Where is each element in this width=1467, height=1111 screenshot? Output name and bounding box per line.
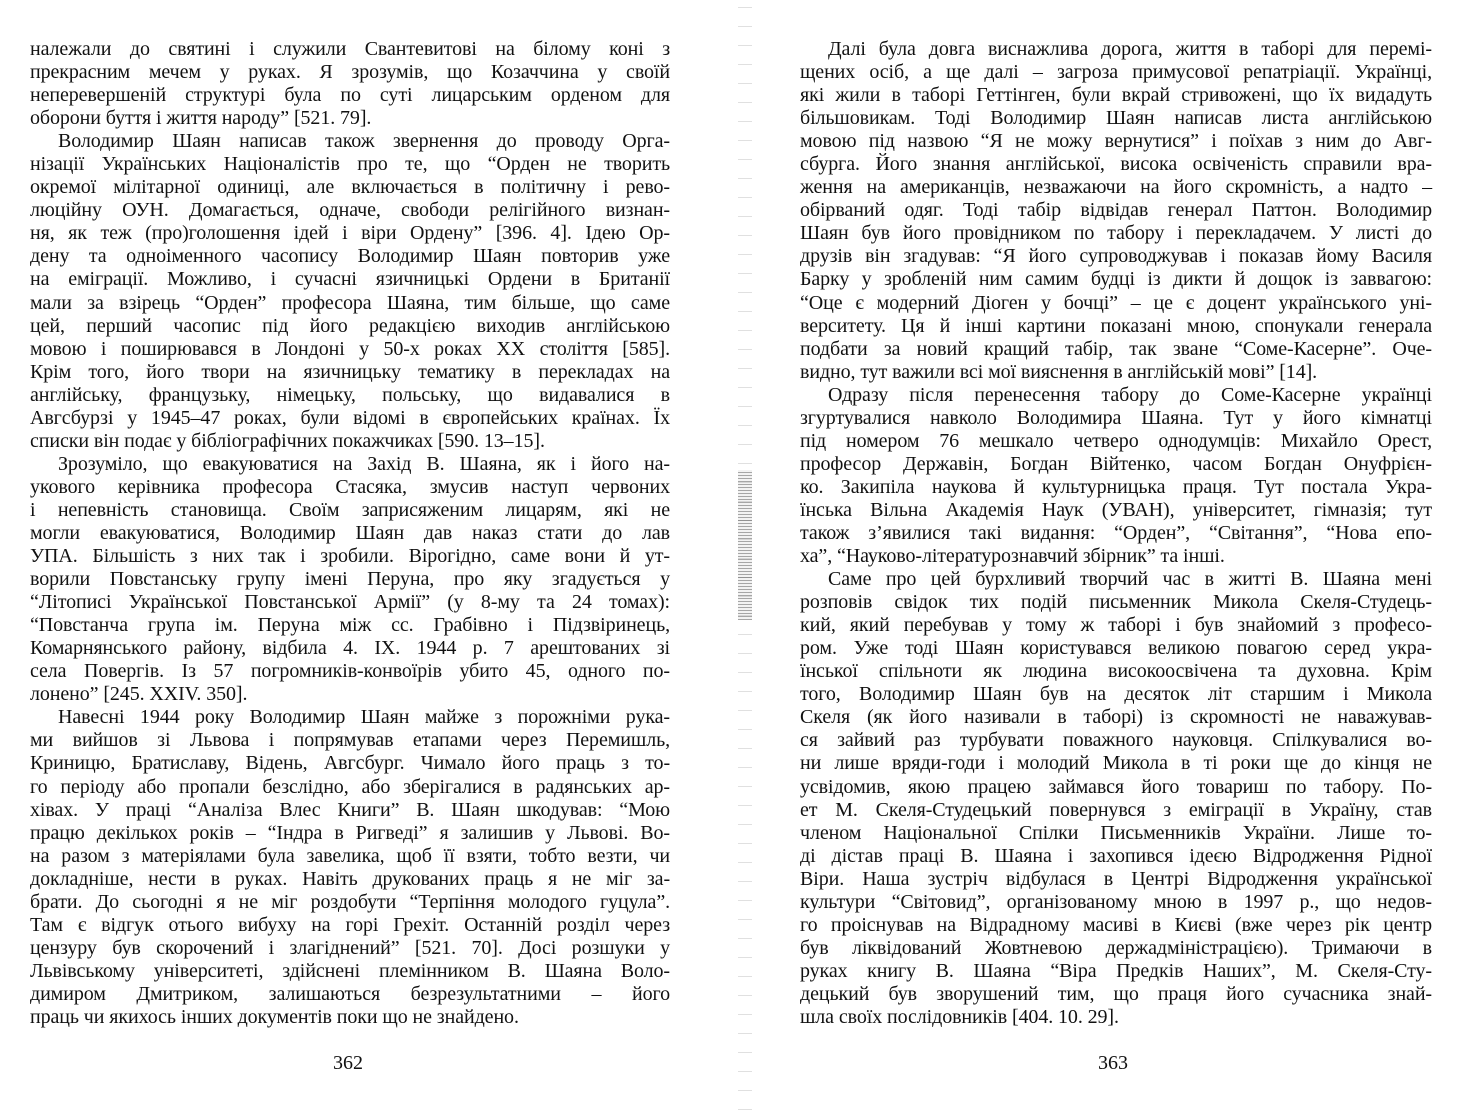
text-line: ром. Уже тоді Шаян користувався великою повагою серед укра- xyxy=(800,637,1432,660)
paragraph xyxy=(800,384,1432,568)
right-page-text xyxy=(800,38,1432,1029)
text-line: членом Національної Спілки Письменників України. Лише то- xyxy=(800,821,1432,844)
text-line: Львівському університеті, здійснені племінником В. Шаяна Воло- xyxy=(30,959,670,982)
text-line: Одразу після перенесення табору до Соме-Касерне українці xyxy=(828,383,1432,406)
paragraph xyxy=(800,38,1432,384)
text-line: мали за взірець “Орден” професора Шаяна, тим більше, що саме xyxy=(30,291,670,314)
text-line: ження на американців, незважаючи на його скромність, а надто – xyxy=(800,176,1432,199)
text-line: Віри. Наша зустріч відбулася в Центрі Відродження української xyxy=(800,867,1432,890)
text-line: “Оце є модерний Діоген у бочці” – це є доцент українського уні- xyxy=(800,291,1432,314)
text-line: обірваний одяг. Тоді табір відвідав генерал Паттон. Володимир xyxy=(800,199,1432,222)
text-line: списки він подає у бібліографічних покажчиках [590. 13–15]. xyxy=(30,429,545,452)
text-line: люційну ОУН. Домагається, одначе, свободи релігійного визнан- xyxy=(30,199,670,222)
text-line: також з’явилися такі видання: “Орден”, “Світання”, “Нова епо- xyxy=(800,521,1432,544)
text-line: го проіснував на Відрадному масиві в Києві (вже через рік центр xyxy=(800,913,1432,936)
text-line: працю декількох років – “Індра в Ригведі” я залишив у Львові. Во- xyxy=(30,821,670,844)
text-line: укового керівника професора Стасяка, змусив наступ червоних xyxy=(30,475,670,498)
text-line: видно, тут важили всі мої вияснення в англійській мові” [14]. xyxy=(800,360,1318,383)
text-line: був ліквідований Жовтневою держадміністрацією). Тримаючи в xyxy=(800,936,1432,959)
text-line: належали до святині і служили Свантевитові на білому коні з xyxy=(30,38,670,60)
book-gutter-shadow xyxy=(738,470,752,620)
text-line: на разом з матеріялами була завелика, щоб її взяти, тобто везти, чи xyxy=(30,844,670,867)
text-line: мовою під назвою “Я не можу вернутися” і поїхав з ним до Авг- xyxy=(800,130,1432,153)
text-line: децький був зворушений тим, що праця його сучасника знай- xyxy=(800,982,1432,1005)
text-line: Володимир Шаян написав також звернення до проводу Орга- xyxy=(58,130,670,153)
text-line: оборони буття і життя народу” [521. 79]. xyxy=(30,107,372,130)
paragraph xyxy=(30,453,670,707)
paragraph xyxy=(800,568,1432,1029)
text-line: Зрозуміло, що евакуюватися на Захід В. Шаяна, як і його на- xyxy=(58,452,670,475)
text-line: кий, який перебував у тому ж таборі і був знайомий з професо- xyxy=(800,614,1432,637)
text-line: окремої мілітарної одиниці, але включається в політичну і рево- xyxy=(30,176,670,199)
text-line: ни лише вряди-годи і молодий Микола в ті роки ще до кінця не xyxy=(800,752,1432,775)
text-line: друзів він згадував: “Я його супроводжував і показав йому Василя xyxy=(800,245,1432,268)
paragraph xyxy=(30,706,670,1029)
text-line: і непевність становища. Своїм заприсяженим лицарям, які не xyxy=(30,498,670,521)
text-line: Навесні 1944 року Володимир Шаян майже з порожніми рука- xyxy=(58,706,670,729)
text-line: Комарнянського району, відбила 4. IX. 1944 р. 7 арештованих зі xyxy=(30,637,670,660)
text-line: Барку у зробленій ним самим будці із дикти й дощок із заввагою: xyxy=(800,268,1432,291)
text-line: згуртувалися навколо Володимира Шаяна. Тут у його кімнатці xyxy=(800,406,1432,429)
text-line: “Літописі Української Повстанської Армії” (у 8-му та 24 томах): xyxy=(30,591,670,614)
text-line: нізації Українських Націоналістів про те, що “Орден не творить xyxy=(30,153,670,176)
text-line: прекрасним мечем у руках. Я зрозумів, що Козаччина у своїй xyxy=(30,61,670,84)
text-line: димиром Дмитриком, залишаються безрезультатними – його xyxy=(30,982,670,1005)
text-line: верситету. Ця й інші картини показані мною, спонукали генерала xyxy=(800,314,1432,337)
page-number-left: 362 xyxy=(333,1052,363,1074)
text-line: го періоду або пропали безслідно, або зберігалися в радянських ар- xyxy=(30,775,670,798)
text-line: УПА. Більшість з них так і зробили. Вірогідно, саме вони й ут- xyxy=(30,545,670,568)
page-number-right: 363 xyxy=(1098,1052,1128,1074)
text-line: шла своїх послідовників [404. 10. 29]. xyxy=(800,1005,1119,1028)
paragraph xyxy=(30,130,670,453)
text-line: Шаян був його провідником по табору і перекладачем. У листі до xyxy=(800,222,1432,245)
text-line: ко. Закипіла наукова й культурницька праця. Тут постала Укра- xyxy=(800,475,1432,498)
text-line: дену та одноіменного часопису Володимир Шаян повторив уже xyxy=(30,245,670,268)
text-line: цензуру був скорочений і злагіднений” [521. 70]. Досі розшуки у xyxy=(30,936,670,959)
text-line: ет М. Скеля-Студецький повернувся з еміграції в Україну, став xyxy=(800,798,1432,821)
text-line: ворили Повстанську групу імені Перуна, про яку згадується у xyxy=(30,568,670,591)
text-line: Криницю, Братиславу, Відень, Авгсбург. Чимало його праць з то- xyxy=(30,752,670,775)
text-line: “Повстанча група ім. Перуна між сс. Грабівно і Підзвіринець, xyxy=(30,614,670,637)
text-line: Авгсбурзі у 1945–47 роках, були відомі в європейських країнах. Їх xyxy=(30,406,670,429)
text-line: праць чи якихось інших документів поки що не знайдено. xyxy=(30,1005,519,1028)
text-line: англійську, французьку, німецьку, польську, що видавалися в xyxy=(30,383,670,406)
text-line: села Повергів. Із 57 погромників-конвоїрів убито 45, одного по- xyxy=(30,660,670,683)
text-line: того, Володимир Шаян був на десяток літ старшим і Микола xyxy=(800,683,1432,706)
text-line: лонено” [245. XXIV. 350]. xyxy=(30,683,248,706)
text-line: руках книгу В. Шаяна “Віра Предків Наших”, М. Скеля-Сту- xyxy=(800,959,1432,982)
text-line: подбати за новий кращий табір, так зване “Соме-Касерне”. Оче- xyxy=(800,337,1432,360)
text-line: усвідомив, якою працею займався його товариш по табору. По- xyxy=(800,775,1432,798)
text-line: хівах. У праці “Аналіза Влес Книги” В. Шаян шкодував: “Мою xyxy=(30,798,670,821)
paragraph xyxy=(30,38,670,130)
text-line: які жили в таборі Геттінген, були вкрай стривожені, що їх видадуть xyxy=(800,84,1432,107)
text-line: під номером 76 мешкало четверо однодумців: Михайло Орест, xyxy=(800,429,1432,452)
text-line: брати. До сьогодні я не міг роздобути “Терпіння молодого гуцула”. xyxy=(30,890,670,913)
text-line: ся зайвий раз турбувати поважного науковця. Спілкувалися во- xyxy=(800,729,1432,752)
text-line: культури “Світовид”, організованому мною в 1997 р., що недов- xyxy=(800,890,1432,913)
text-line: Крім того, його твори на язичницьку тематику в перекладах на xyxy=(30,360,670,383)
text-line: розповів свідок тих подій письменник Микола Скеля-Студець- xyxy=(800,591,1432,614)
text-line: професор Державін, Богдан Війтенко, часом Богдан Онуфрієн- xyxy=(800,452,1432,475)
text-line: цей, перший часопис під його редакцією виходив англійською xyxy=(30,314,670,337)
text-line: щених осіб, а ще далі – загроза примусової репатріації. Українці, xyxy=(800,61,1432,84)
text-line: неперевершеній структурі була по суті лицарським орденом для xyxy=(30,84,670,107)
text-line: їнської спільноти як людина високоосвічена та духовна. Крім xyxy=(800,660,1432,683)
text-line: Там є відгук отього вибуху на горі Грехіт. Останній розділ через xyxy=(30,913,670,936)
text-line: ми вийшов зі Львова і попрямував етапами через Перемишль, xyxy=(30,729,670,752)
text-line: ді дістав праці В. Шаяна і захопився ідеєю Відродження Рідної xyxy=(800,844,1432,867)
text-line: Далі була довга виснажлива дорога, життя в таборі для перемі- xyxy=(828,38,1432,60)
text-line: мовою і поширювався в Лондоні у 50-х роках XX століття [585]. xyxy=(30,337,670,360)
text-line: Саме про цей бурхливий творчий час в житті В. Шаяна мені xyxy=(828,568,1432,591)
text-line: їнська Вільна Академія Наук (УВАН), університет, гімназія; тут xyxy=(800,498,1432,521)
text-line: сбурга. Його знання англійської, висока освіченість справили вра- xyxy=(800,153,1432,176)
text-line: на еміграції. Можливо, і сучасні язичницькі Ордени в Британії xyxy=(30,268,670,291)
text-line: могли евакуюватися, Володимир Шаян дав наказ стати до лав xyxy=(30,521,670,544)
text-line: Скеля (як його називали в таборі) із скромності не наважував- xyxy=(800,706,1432,729)
text-line: докладніше, нести в руках. Навіть друкованих праць я не міг за- xyxy=(30,867,670,890)
text-line: більшовикам. Тоді Володимир Шаян написав листа англійською xyxy=(800,107,1432,130)
text-line: ня, як теж (про)голошення ідей і віри Ордену” [396. 4]. Ідею Ор- xyxy=(30,222,670,245)
text-line: ха”, “Науково-літературознавчий збірник” та інші. xyxy=(800,545,1225,568)
left-page-text xyxy=(30,38,670,1029)
